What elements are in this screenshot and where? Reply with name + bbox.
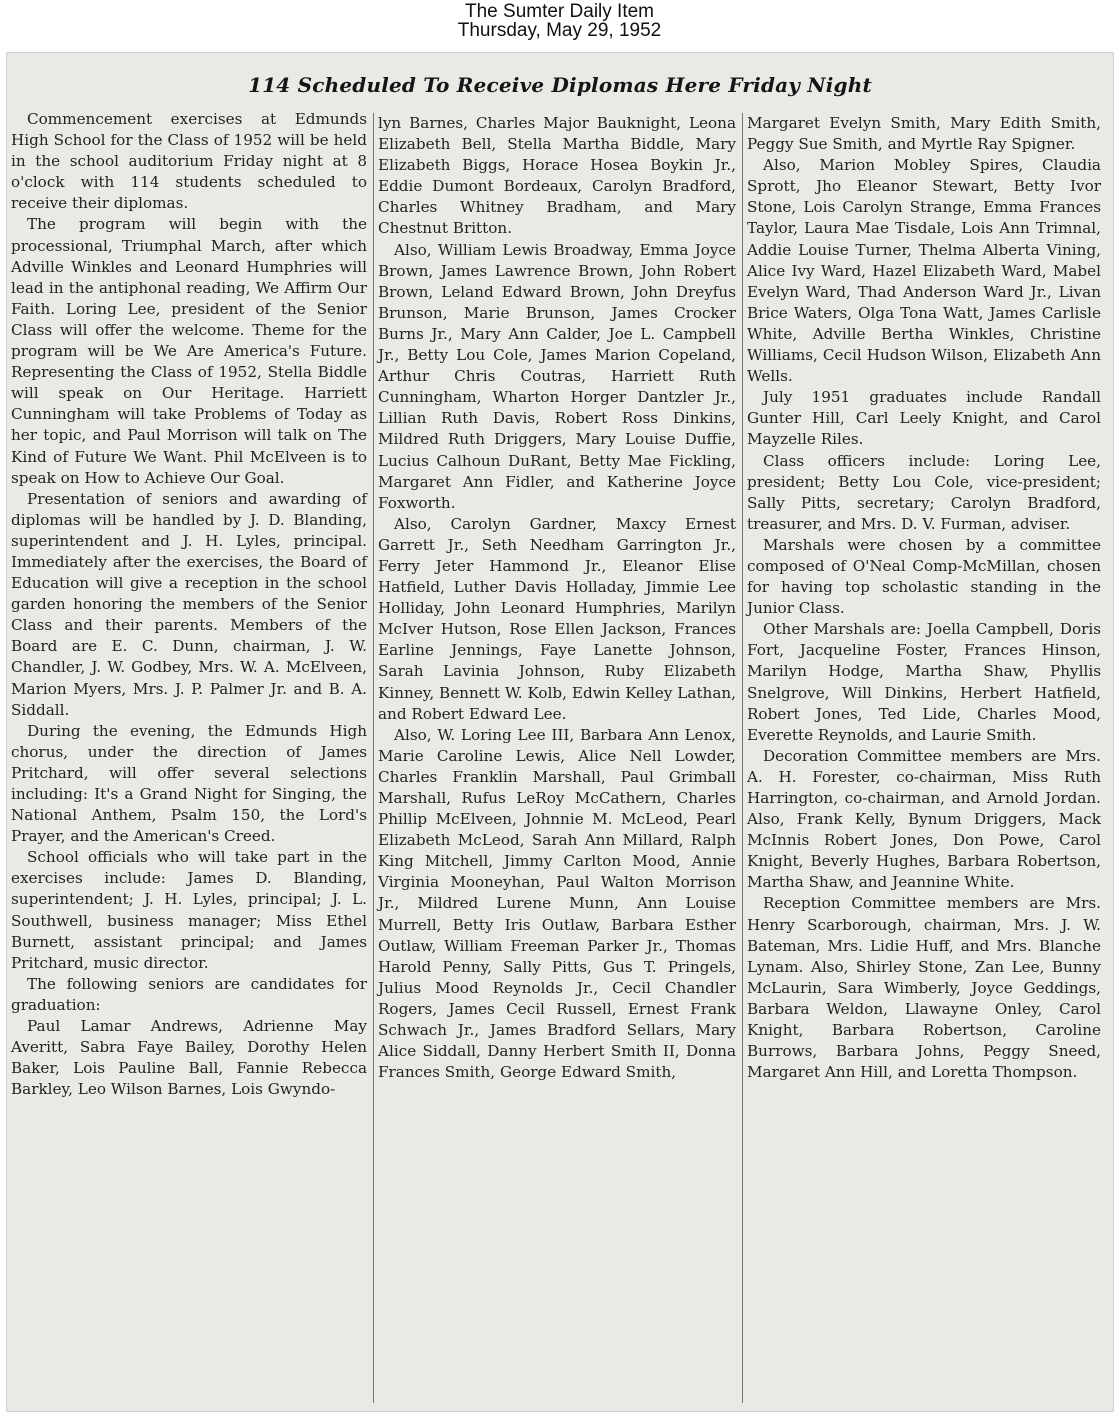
paragraph: Presentation of seniors and awarding of diplomas will be handled by J. D. Blanding, superintendent and J. H. Lyles, principal. Immediately after the exercises, the Board of Education will give a reception in the school garden honoring the members of the Senior Class and their parents. Members of the Board are E. C. Dunn, chairman, J. W. Chandler, J. W. Godbey, Mrs. W. A. McElveen, Marion Myers, Mrs. J. P. Palmer Jr. and B. A. Siddall.	[11, 489, 367, 719]
paragraph: School officials who will take part in the exercises include: James D. Blanding, superintendent; J. H. Lyles, principal; J. L. Southwell, business manager; Miss Ethel Burnett, assistant principal; and James Pritchard, music director.	[11, 848, 367, 972]
column-divider	[742, 113, 743, 1403]
paragraph: July 1951 graduates include Randall Gunter Hill, Carl Leely Knight, and Carol Mayzelle Riles.	[747, 388, 1101, 449]
paragraph: Other Marshals are: Joella Campbell, Doris Fort, Jacqueline Foster, Frances Hinson, Marilyn Hodge, Martha Shaw, Phyllis Snelgrove, Will Dinkins, Herbert Hatfield, Robert Jones, Ted Lide, Charles Mood, Everette Reynolds, and Laurie Smith.	[747, 620, 1101, 744]
article-headline: 114 Scheduled To Receive Diplomas Here Friday Night	[248, 73, 872, 97]
paragraph: The program will begin with the processional, Triumphal March, after which Adville Winkles and Leonard Humphries will lead in the antiphonal reading, We Affirm Our Faith. Loring Lee, president of the Senior Class will offer the welcome. Theme for the program will be We Are America's Future. Representing the Class of 1952, Stella Biddle will speak on Our Heritage. Harriett Cunningham will take Problems of Today as her topic, and Paul Morrison will talk on The Kind of Future We Want. Phil McElveen is to speak on How to Achieve Our Goal.	[11, 215, 367, 487]
paragraph: lyn Barnes, Charles Major Bauknight, Leona Elizabeth Bell, Stella Martha Biddle, Mary Elizabeth Biggs, Horace Hosea Boykin Jr., Eddie Dumont Bordeaux, Carolyn Bradford, Charles Whitney Bradham, and Mary Chestnut Britton.	[378, 114, 736, 238]
article-column-1	[11, 109, 367, 1100]
paragraph: Also, William Lewis Broadway, Emma Joyce Brown, James Lawrence Brown, John Robert Brown, Leland Edward Brown, John Dreyfus Brunson, Marie Brunson, James Crocker Burns Jr., Mary Ann Calder, Joe L. Campbell Jr., Betty Lou Cole, James Marion Copeland, Arthur Chris Coutras, Harriett Ruth Cunningham, Wharton Horger Dantzler Jr., Lillian Ruth Davis, Robert Ross Dinkins, Mildred Ruth Driggers, Mary Louise Duffie, Lucius Calhoun DuRant, Betty Mae Fickling, Margaret Ann Fidler, and Katherine Joyce Foxworth.	[378, 240, 736, 512]
paragraph: Decoration Committee members are Mrs. A. H. Forester, co-chairman, Miss Ruth Harrington, co-chairman, and Arnold Jordan. Also, Frank Kelly, Bynum Driggers, Mack McInnis Robert Jones, Don Powe, Carol Knight, Beverly Hughes, Barbara Robertson, Martha Shaw, and Jeannine White.	[747, 746, 1101, 892]
paragraph: During the evening, the Edmunds High chorus, under the direction of James Pritchard, will offer several selections including: It's a Grand Night for Singing, the National Anthem, Psalm 150, the Lord's Prayer, and the American's Creed.	[11, 721, 367, 846]
newspaper-clipping	[6, 52, 1114, 1412]
column-divider	[373, 113, 374, 1403]
paragraph: Reception Committee members are Mrs. Henry Scarborough, chairman, Mrs. J. W. Bateman, Mrs. Lidie Huff, and Mrs. Blanche Lynam. Also, Shirley Stone, Zan Lee, Bunny McLaurin, Sara Wimberly, Joyce Geddings, Barbara Weldon, Llawayne Onley, Carol Knight, Barbara Robertson, Caroline Burrows, Barbara Johns, Peggy Sneed, Margaret Ann Hill, and Loretta Thompson.	[747, 894, 1101, 1082]
paragraph: Also, Carolyn Gardner, Maxcy Ernest Garrett Jr., Seth Needham Garrington Jr., Ferry Jeter Hammond Jr., Eleanor Elise Hatfield, Luther Davis Holladay, Jimmie Lee Holliday, John Leonard Humphries, Marilyn McIver Hutson, Rose Ellen Jackson, Frances Earline Jennings, Faye Lanette Johnson, Sarah Lavinia Johnson, Ruby Elizabeth Kinney, Bennett W. Kolb, Edwin Kelley Lathan, and Robert Edward Lee.	[378, 514, 736, 723]
publication-date: Thursday, May 29, 1952	[457, 20, 662, 41]
paragraph: Class officers include: Loring Lee, president; Betty Lou Cole, vice-president; Sally Pitts, secretary; Carolyn Bradford, treasurer, and Mrs. D. V. Furman, adviser.	[747, 451, 1101, 533]
newspaper-name: The Sumter Daily Item	[465, 1, 654, 22]
paragraph: Commencement exercises at Edmunds High School for the Class of 1952 will be held in the school auditorium Friday night at 8 o'clock with 114 students scheduled to receive their diplomas.	[11, 110, 367, 213]
paragraph: Also, Marion Mobley Spires, Claudia Sprott, Jho Eleanor Stewart, Betty Ivor Stone, Lois Carolyn Strange, Emma Frances Taylor, Laura Mae Tisdale, Lois Ann Trimnal, Addie Louise Turner, Thelma Alberta Vining, Alice Ivy Ward, Hazel Elizabeth Ward, Mabel Evelyn Ward, Thad Anderson Ward Jr., Livan Brice Waters, Olga Tona Watt, James Carlisle White, Adville Bertha Winkles, Christine Williams, Cecil Hudson Wilson, Elizabeth Ann Wells.	[747, 156, 1101, 386]
paragraph: Also, W. Loring Lee III, Barbara Ann Lenox, Marie Caroline Lewis, Alice Nell Lowder, Charles Franklin Marshall, Paul Grimball Marshall, Rufus LeRoy McCathern, Charles Phillip McElveen, Johnnie M. McLeod, Pearl Elizabeth McLeod, Sarah Ann Millard, Ralph King Mitchell, Jimmy Carlton Mood, Annie Virginia Mooneyhan, Paul Walton Morrison Jr., Mildred Lurene Munn, Ann Louise Murrell, Betty Iris Outlaw, Barbara Esther Outlaw, William Freeman Parker Jr., Thomas Harold Penny, Sally Pitts, Gus T. Pringels, Julius Mood Reynolds Jr., Cecil Chandler Rogers, James Cecil Russell, Ernest Frank Schwach Jr., James Bradford Sellars, Mary Alice Siddall, Danny Herbert Smith II, Donna Frances Smith, George Edward Smith,	[378, 725, 736, 1082]
source-header	[0, 0, 1119, 50]
paragraph: Margaret Evelyn Smith, Mary Edith Smith, Peggy Sue Smith, and Myrtle Ray Spigner.	[747, 114, 1101, 154]
paragraph: Marshals were chosen by a committee composed of O'Neal Comp-McMillan, chosen for having top scholastic standing in the Junior Class.	[747, 535, 1101, 618]
paragraph: The following seniors are candidates for graduation:	[11, 974, 367, 1014]
paragraph: Paul Lamar Andrews, Adrienne May Averitt, Sabra Faye Bailey, Dorothy Helen Baker, Lois Pauline Ball, Fannie Rebecca Barkley, Leo Wilson Barnes, Lois Gwyndo-	[11, 1017, 367, 1099]
article-column-3	[747, 113, 1101, 1083]
article-column-2	[378, 113, 736, 1083]
